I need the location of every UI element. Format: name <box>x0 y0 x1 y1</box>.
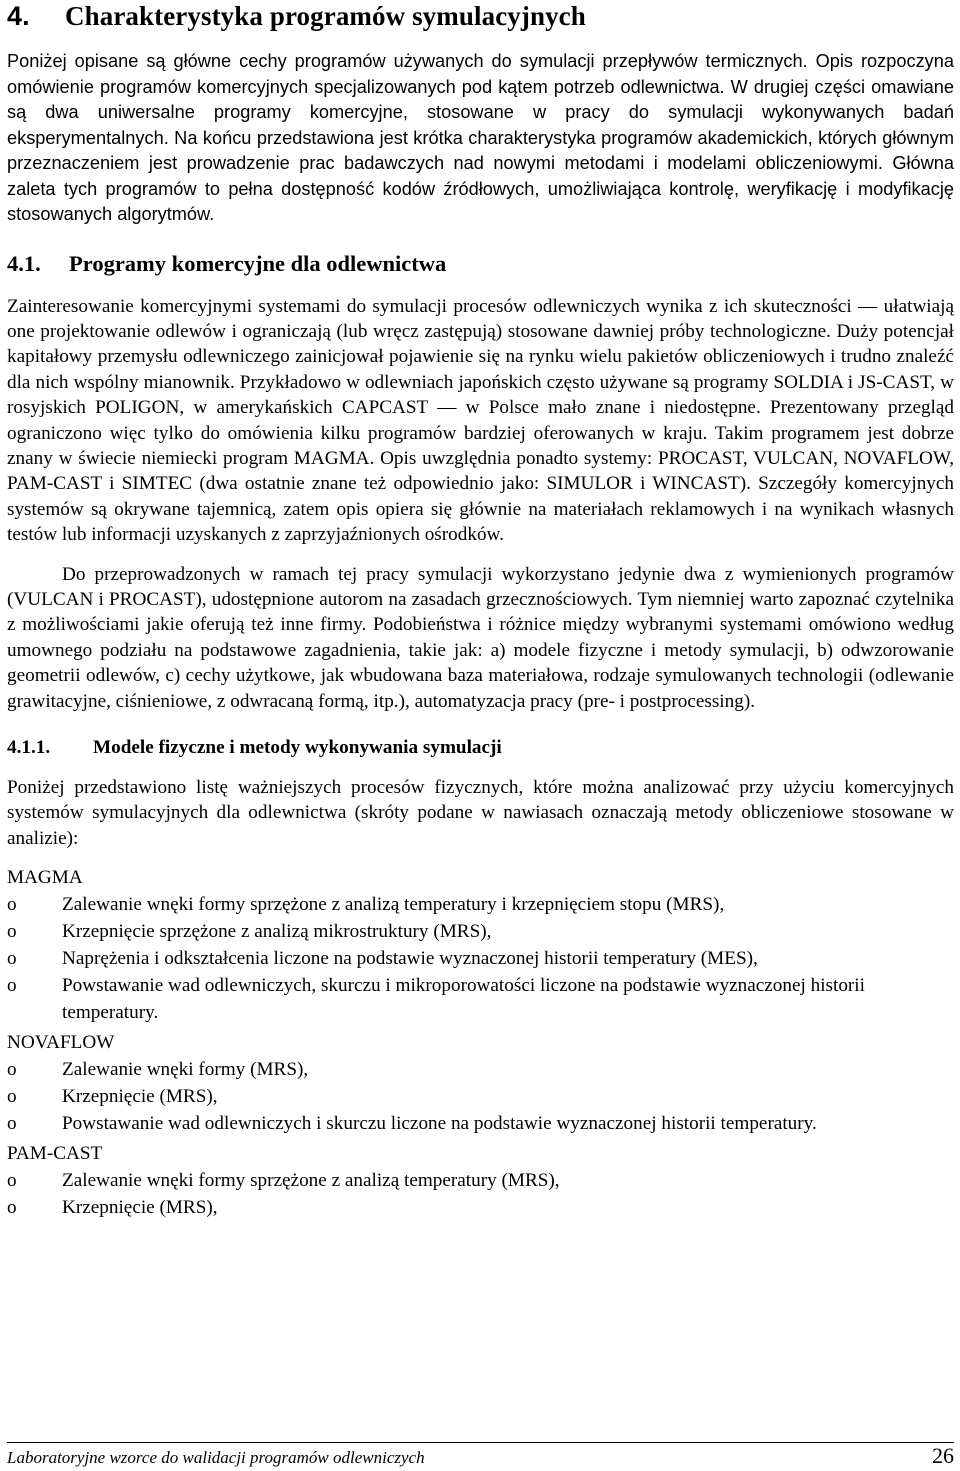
list-item-text: Krzepnięcie sprzężone z analizą mikrostruktury (MRS), <box>62 921 492 943</box>
bullet-marker: o <box>7 948 17 970</box>
section-paragraph-2: Do przeprowadzonych w ramach tej pracy symulacji wykorzystano jedynie dwa z wymienionych programów (VULCAN i PROCAST), udostępnione autorom na zasadach grzecznościowych. Tym niemniej warto zapoznać czytelnika z możliwościami jakie oferują też inne firmy. Podobieństwa i różnice między wybranymi systemami omówiono według umownego podziału na podstawowe zagadnienia, takie jak: a) modele fizyczne i metody symulacji, b) odwzorowanie geometrii odlewów, c) cechy użytkowe, jak wbudowana baza materiałowa, rodzaje symulowanych technologii (odlewanie grawitacyjne, ciśnieniowe, z odwracaną formą, itp.), automatyzacja pracy (pre- i postprocessing). <box>7 563 954 712</box>
list-item-text: Naprężenia i odkształcenia liczone na podstawie wyznaczonej historii temperatury (MES), <box>62 948 758 970</box>
bullet-marker: o <box>7 1197 17 1219</box>
list-item <box>7 972 954 1026</box>
list-item-text: Powstawanie wad odlewniczych, skurczu i mikroporowatości liczone na podstawie wyznaczonej historii temperatury. <box>62 975 865 1024</box>
section-number: 4.1. <box>7 250 41 276</box>
section-paragraph-1: Zainteresowanie komercyjnymi systemami do symulacji procesów odlewniczych wynika z ich skuteczności — ułatwiają one projektowanie odlewów i ograniczają (lub wręcz zastępują) stosowane dawniej próby technologiczne. Duży potencjał kapitałowy przemysłu odlewniczego zainicjował pojawienie się na rynku wielu pakietów obliczeniowych i trudno znaleźć dla nich wspólny mianownik. Przykładowo w odlewniach japońskich często używane są programy SOLDIA i JS-CAST, w rosyjskich POLIGON, w amerykańskich CAPCAST — w Polsce mało znane i niedostępne. Prezentowany przegląd ograniczono więc tylko do omówienia kilku programów bardziej oferowanych w kraju. Takim programem jest dobrze znany w świecie niemiecki program MAGMA. Opis uwzględnia ponadto systemy: PROCAST, VULCAN, NOVAFLOW, PAM-CAST i SIMTEC (dwa ostatnie znane też odpowiednio jako: SIMULOR i WINCAST). Szczegóły komercyjnych systemów są okrywane tajemnicą, zatem opis opiera się głównie na materiałach reklamowych i na wynikach własnych testów lub informacji uzyskanych z zaprzyjaźnionych ośrodków. <box>7 295 954 546</box>
list-item <box>7 1056 954 1083</box>
program-group-novaflow <box>7 1029 954 1137</box>
bullet-marker: o <box>7 1086 17 1108</box>
list-item <box>7 1167 954 1194</box>
chapter-number: 4. <box>7 1 30 31</box>
bullet-marker: o <box>7 1059 17 1081</box>
process-list <box>7 1056 954 1137</box>
bullet-marker: o <box>7 1170 17 1192</box>
process-list <box>7 891 954 1026</box>
group-title: PAM-CAST <box>7 1143 103 1165</box>
process-list <box>7 1167 954 1221</box>
program-group-pam-cast <box>7 1140 954 1221</box>
list-item <box>7 1083 954 1110</box>
list-item <box>7 891 954 918</box>
list-item-text: Zalewanie wnęki formy sprzężone z analizą temperatury i krzepnięciem stopu (MRS), <box>62 894 725 916</box>
subsection-body <box>7 775 954 851</box>
page-number: 26 <box>932 1443 954 1468</box>
chapter-intro <box>7 49 954 228</box>
list-item-text: Powstawanie wad odlewniczych i skurczu liczone na podstawie wyznaczonej historii temperatury. <box>62 1113 817 1135</box>
list-item-text: Zalewanie wnęki formy sprzężone z analizą temperatury (MRS), <box>62 1170 560 1192</box>
bullet-marker: o <box>7 975 17 997</box>
program-group-magma <box>7 864 954 1026</box>
chapter-intro-paragraph: Poniżej opisane są główne cechy programów używanych do symulacji przepływów termicznych. Opis rozpoczyna omówienie programów komercyjnych specjalizowanych pod kątem potrzeb odlewnictwa. W drugiej części omawiane są dwa uniwersalne programy komercyjne, stosowane w pracy do symulacji wykonywanych badań eksperymentalnych. Na końcu przedstawiona jest krótka charakterystyka programów akademickich, których głównym przeznaczeniem jest prowadzenie prac badawczych nad nowymi metodami i modelami obliczeniowymi. Główna zaleta tych programów to pełna dostępność kodów źródłowych, umożliwiająca kontrolę, weryfikację i modyfikację stosowanych algorytmów. <box>7 51 954 224</box>
bullet-marker: o <box>7 894 17 916</box>
section-title: Programy komercyjne dla odlewnictwa <box>69 250 447 276</box>
list-item <box>7 918 954 945</box>
chapter-heading <box>7 0 954 30</box>
list-item-text: Krzepnięcie (MRS), <box>62 1197 218 1219</box>
group-title: MAGMA <box>7 867 83 889</box>
section-heading <box>7 251 954 277</box>
bullet-marker: o <box>7 1113 17 1135</box>
list-item-text: Zalewanie wnęki formy (MRS), <box>62 1059 309 1081</box>
subsection-paragraph: Poniżej przedstawiono listę ważniejszych procesów fizycznych, które można analizować przy użyciu komercyjnych systemów symulacyjnych dla odlewnictwa (skróty podane w nawiasach oznaczają metody obliczeniowe stosowane w analizie): <box>7 777 954 849</box>
footer-title: Laboratoryjne wzorce do walidacji programów odlewniczych <box>7 1448 425 1467</box>
chapter-title: Charakterystyka programów symulacyjnych <box>65 1 586 31</box>
subsection-number: 4.1.1. <box>7 737 51 758</box>
list-item <box>7 1110 954 1137</box>
list-item <box>7 1194 954 1221</box>
list-item-text: Krzepnięcie (MRS), <box>62 1086 218 1108</box>
document-page <box>7 0 954 1221</box>
subsection-title: Modele fizyczne i metody wykonywania symulacji <box>93 737 502 758</box>
bullet-marker: o <box>7 921 17 943</box>
page-footer <box>7 1442 954 1471</box>
subsection-heading <box>7 736 954 760</box>
list-item <box>7 945 954 972</box>
group-title: NOVAFLOW <box>7 1032 115 1054</box>
section-body <box>7 294 954 715</box>
